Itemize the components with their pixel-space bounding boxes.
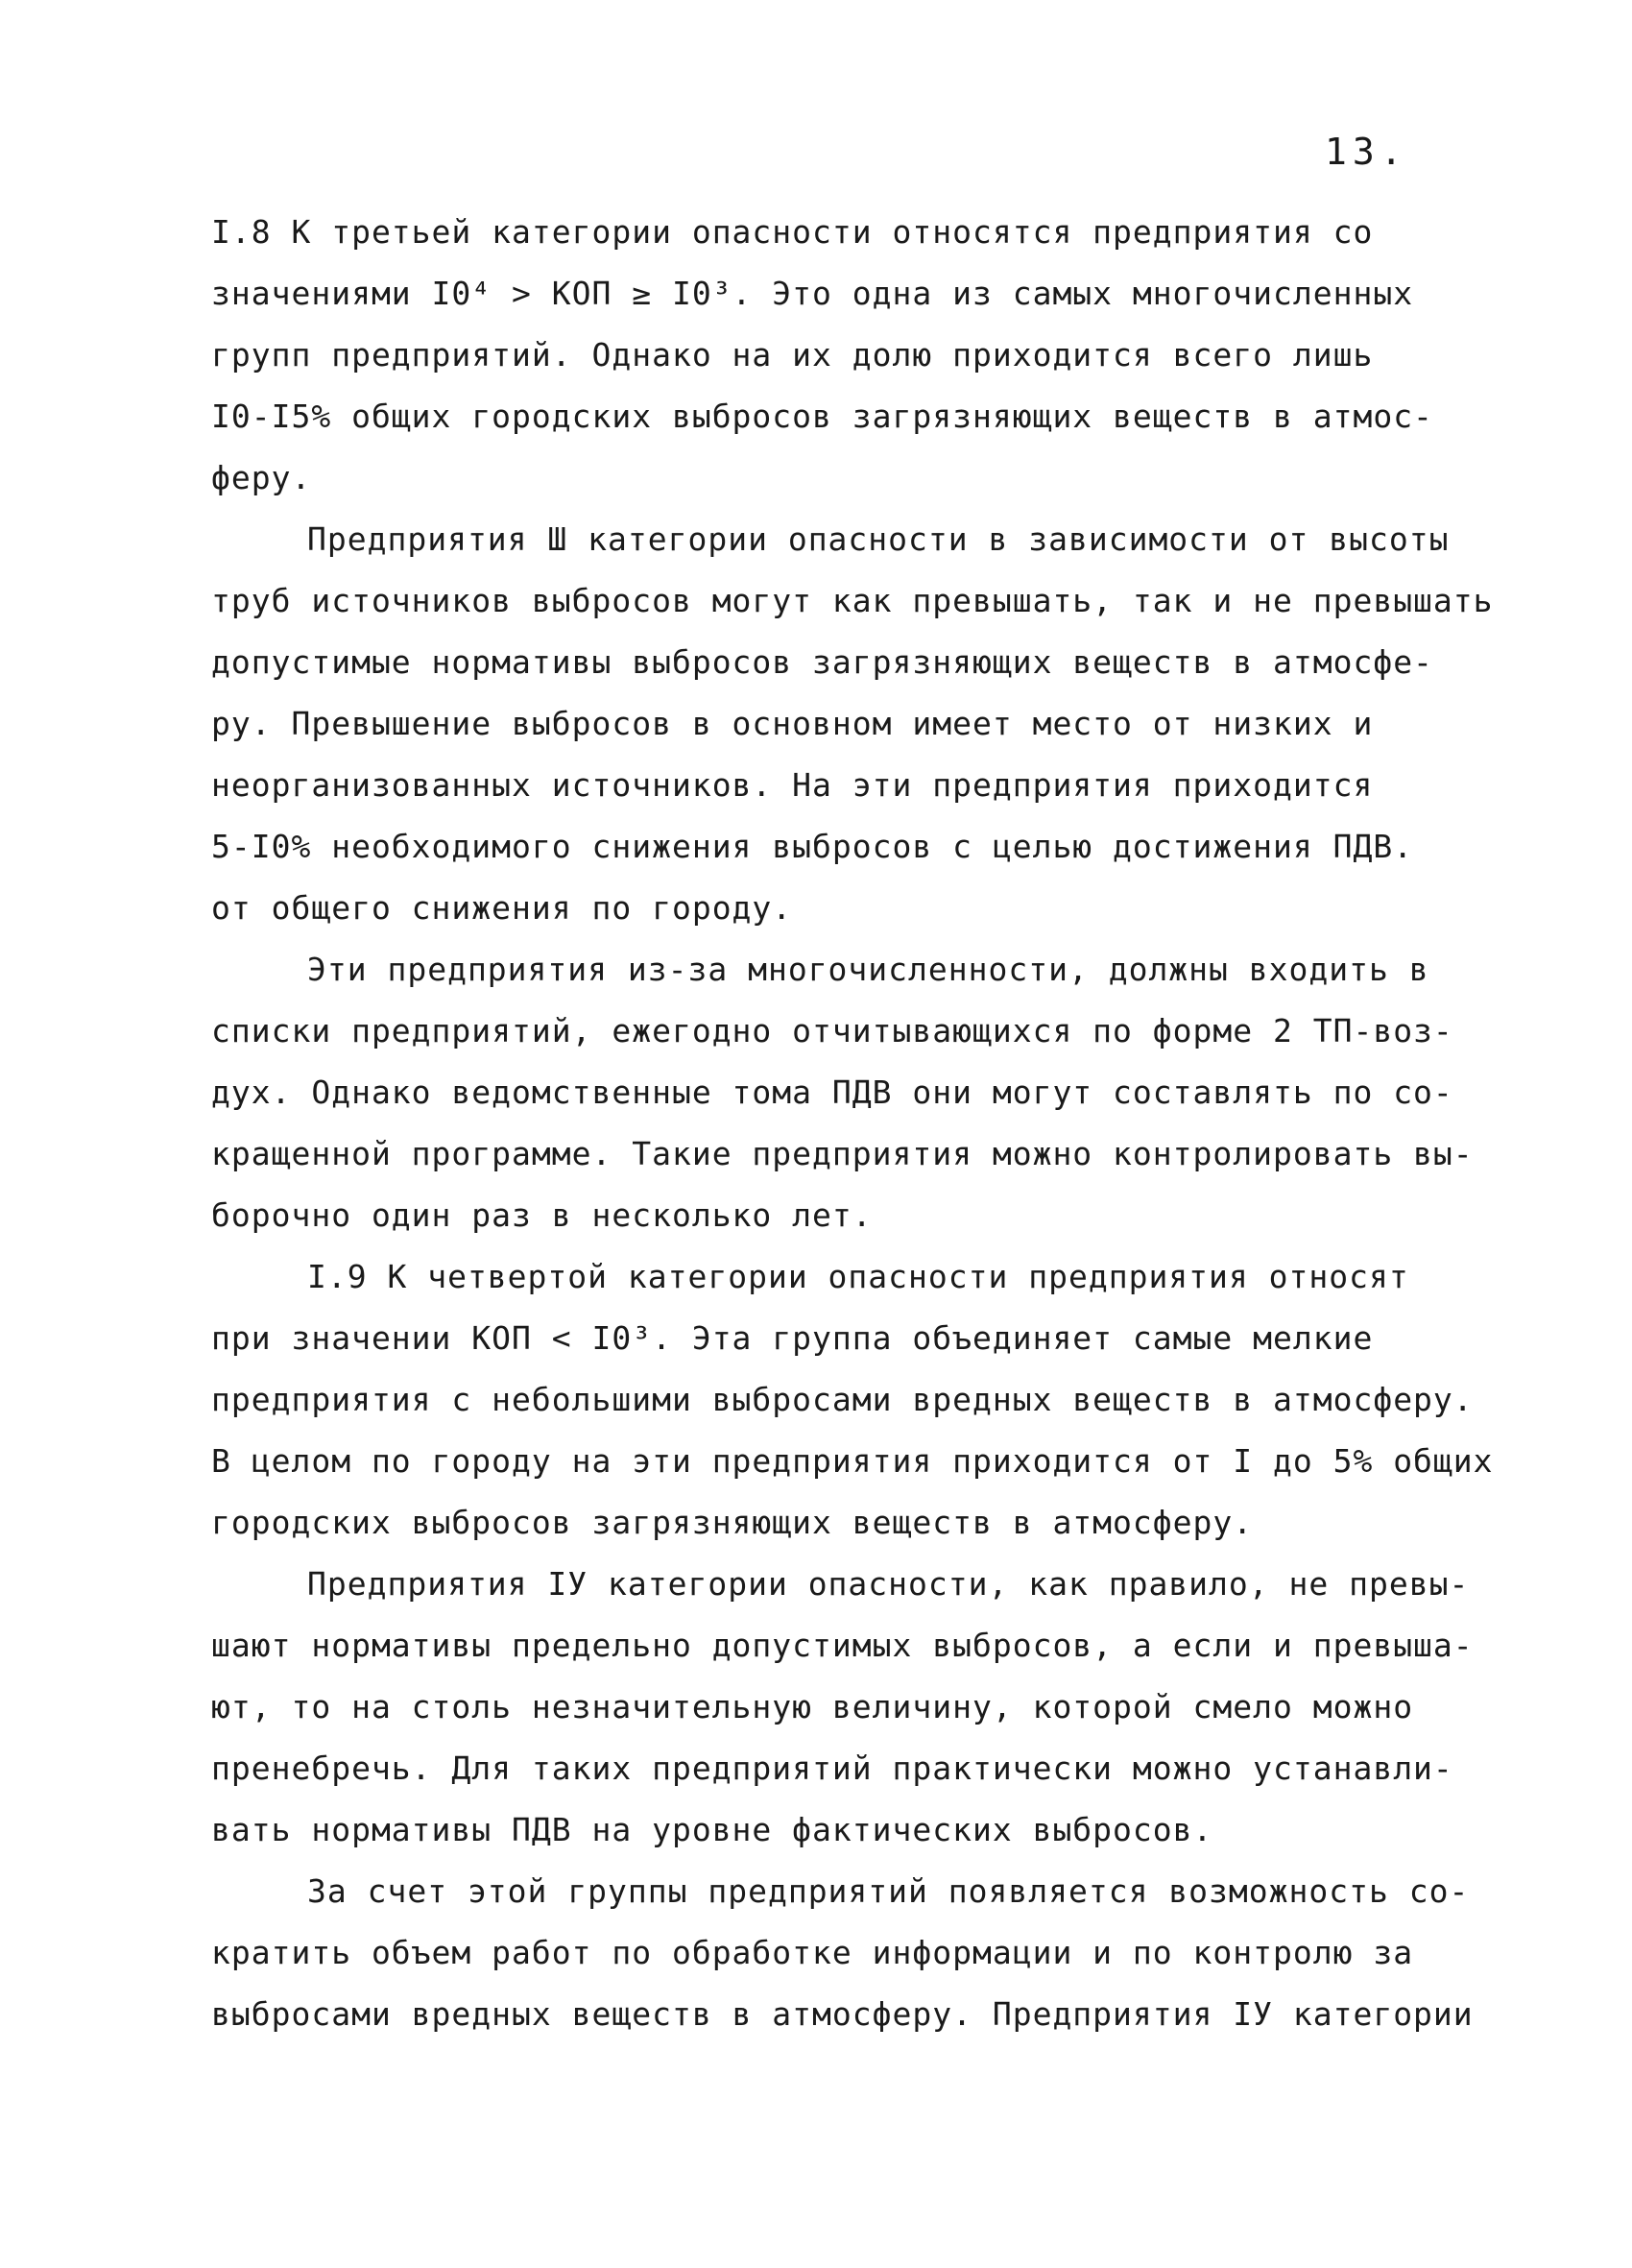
text-line: Предприятия IУ категории опасности, как правило, не превы- — [307, 1565, 1470, 1603]
text-line: от общего снижения по городу. — [211, 889, 793, 927]
page-number: 13. — [1325, 131, 1408, 173]
text-line: За счет этой группы предприятий появляется возможность со- — [307, 1872, 1470, 1910]
text-line: неорганизованных источников. На эти предприятия приходится — [211, 766, 1374, 804]
paragraph-1-9 — [211, 1246, 1494, 1554]
paragraph-1-8 — [211, 202, 1450, 509]
text-line: выбросами вредных веществ в атмосферу. Предприятия IУ категории — [211, 1995, 1474, 2033]
text-line: I.8 К третьей категории опасности относятся предприятия со — [211, 213, 1374, 251]
text-line: групп предприятий. Однако на их долю приходится всего лишь — [211, 336, 1374, 374]
paragraph-reporting — [211, 939, 1474, 1246]
text-line: I.9 К четвертой категории опасности предприятия относят — [307, 1258, 1409, 1295]
text-line: ют, то на столь незначительную величину, которой смело можно — [211, 1688, 1414, 1725]
text-line: В целом по городу на эти предприятия приходится от I до 5% общих — [211, 1442, 1494, 1480]
text-line: кратить объем работ по обработке информации и по контролю за — [211, 1934, 1414, 1971]
text-line: допустимые нормативы выбросов загрязняющих веществ в атмосфе- — [211, 643, 1433, 681]
text-line: 5-I0% необходимого снижения выбросов с целью достижения ПДВ. — [211, 828, 1414, 865]
text-line: Эти предприятия из-за многочисленности, должны входить в — [307, 951, 1429, 988]
paragraph-category-4 — [211, 1554, 1474, 1861]
text-line: городских выбросов загрязняющих веществ в атмосферу. — [211, 1504, 1254, 1541]
text-line: I0-I5% общих городских выбросов загрязняющих веществ в атмос- — [211, 398, 1433, 435]
text-line: списки предприятий, ежегодно отчитывающихся по форме 2 ТП-воз- — [211, 1012, 1453, 1050]
text-line: Предприятия Ш категории опасности в зависимости от высоты — [307, 520, 1450, 558]
text-line: значениями I0⁴ > КОП ≥ I0³. Это одна из самых многочисленных — [211, 275, 1414, 312]
body-text — [211, 202, 1494, 2045]
text-line: дух. Однако ведомственные тома ПДВ они могут составлять по со- — [211, 1074, 1453, 1111]
paragraph-reduction — [211, 1861, 1474, 2045]
text-line: шают нормативы предельно допустимых выбросов, а если и превыша- — [211, 1627, 1474, 1664]
text-line: ру. Превышение выбросов в основном имеет место от низких и — [211, 705, 1374, 742]
text-line: при значении КОП < I0³. Эта группа объединяет самые мелкие — [211, 1319, 1374, 1357]
text-line: кращенной программе. Такие предприятия можно контролировать вы- — [211, 1135, 1474, 1172]
text-line: предприятия с небольшими выбросами вредных веществ в атмосферу. — [211, 1381, 1474, 1418]
text-line: труб источников выбросов могут как превышать, так и не превышать — [211, 582, 1494, 619]
text-line: пренебречь. Для таких предприятий практически можно устанавли- — [211, 1749, 1453, 1787]
text-line: вать нормативы ПДВ на уровне фактических выбросов. — [211, 1811, 1213, 1848]
text-line: борочно один раз в несколько лет. — [211, 1196, 873, 1234]
paragraph-category-3 — [211, 509, 1494, 939]
text-line: феру. — [211, 459, 312, 496]
